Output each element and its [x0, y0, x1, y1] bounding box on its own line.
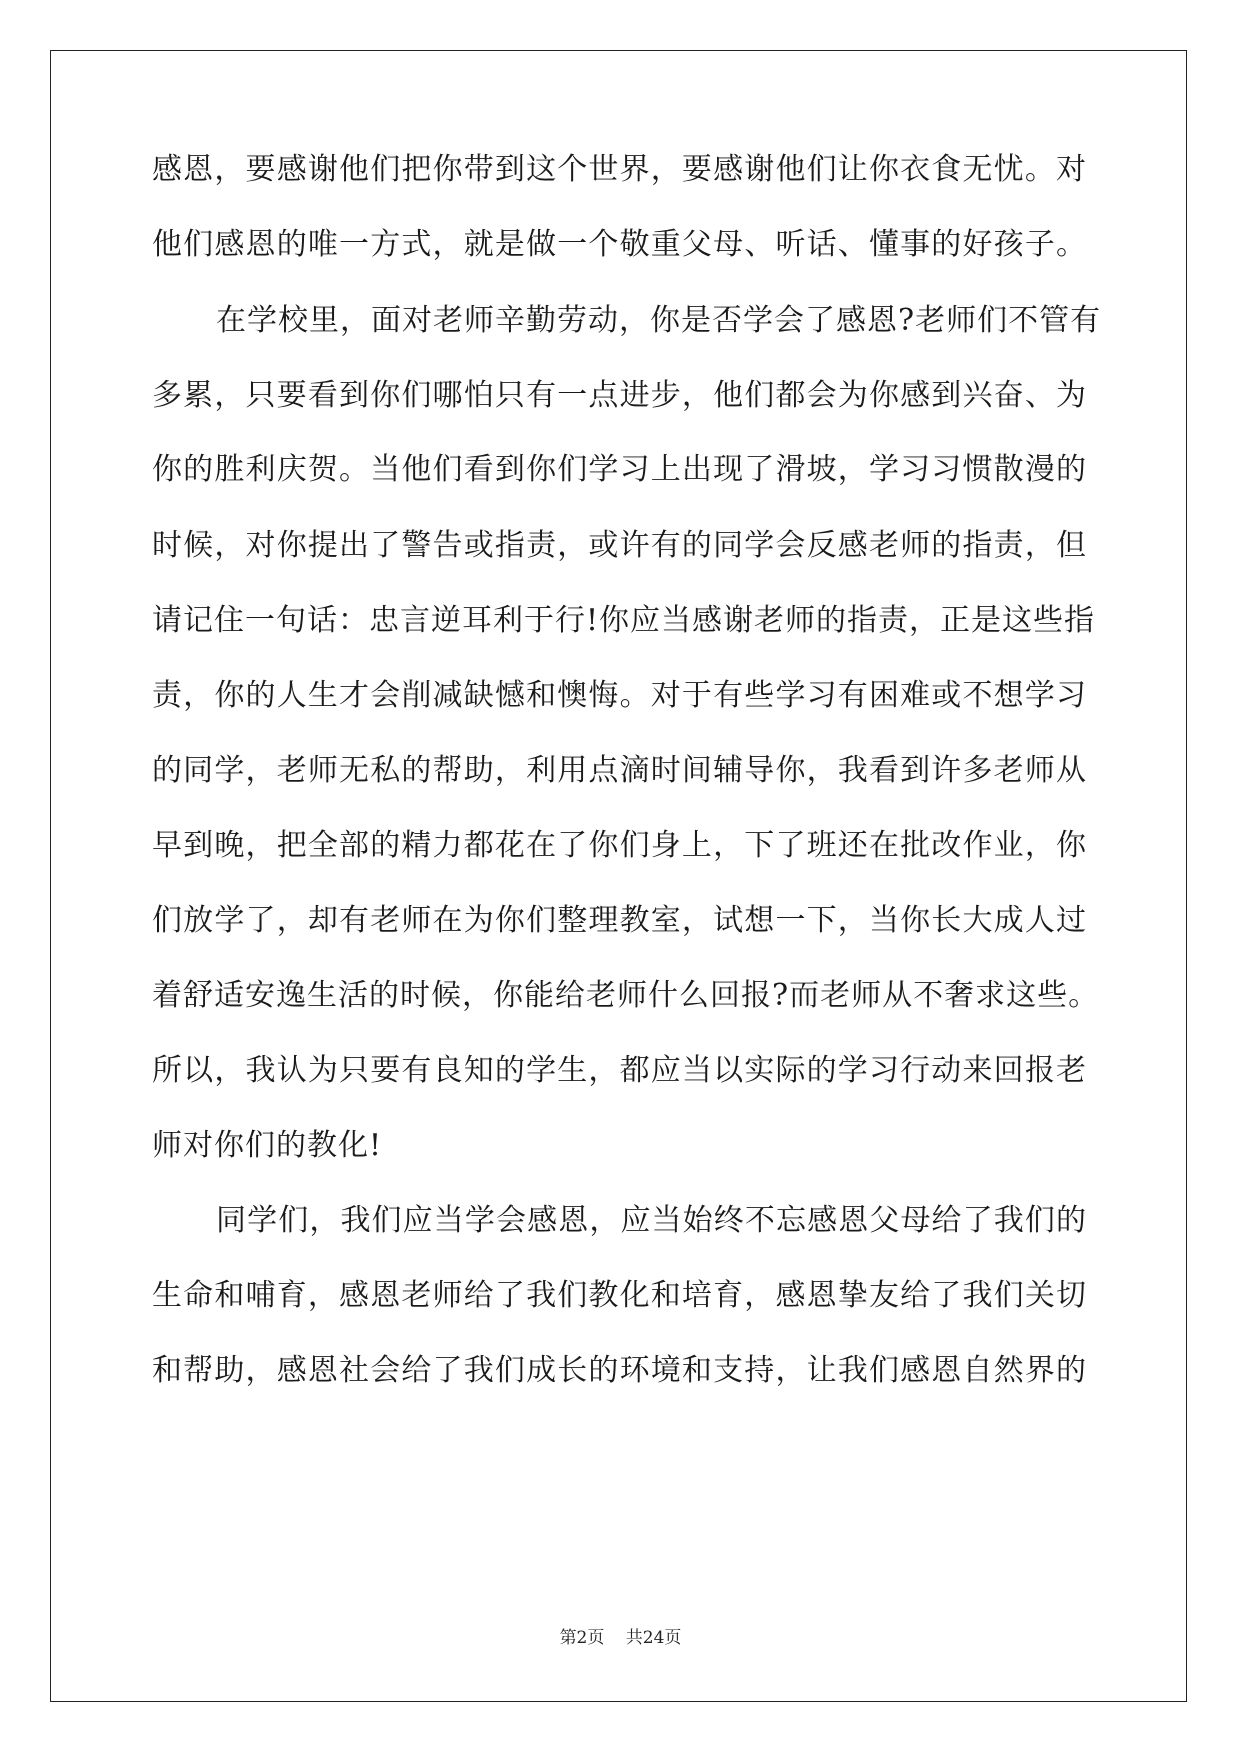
paragraph-line: 着舒适安逸生活的时候，你能给老师什么回报?而老师从不奢求这些。 — [152, 978, 1100, 1013]
page-footer — [0, 1623, 1241, 1648]
paragraph-line: 所以，我认为只要有良知的学生，都应当以实际的学习行动来回报老 — [152, 1053, 1087, 1088]
paragraph-last-line: 师对你们的教化! — [152, 1128, 383, 1163]
paragraph-first-line: 在学校里，面对老师辛勤劳动，你是否学会了感恩?老师们不管有 — [216, 303, 1102, 338]
paragraph-line: 和帮助，感恩社会给了我们成长的环境和支持，让我们感恩自然界的 — [152, 1353, 1087, 1388]
paragraph-line: 时候，对你提出了警告或指责，或许有的同学会反感老师的指责，但 — [152, 528, 1087, 563]
paragraph-line: 们放学了，却有老师在为你们整理教室，试想一下，当你长大成人过 — [152, 903, 1087, 938]
paragraph-line: 的同学，老师无私的帮助，利用点滴时间辅导你，我看到许多老师从 — [152, 753, 1087, 788]
page-number: 第2页 — [559, 1628, 605, 1648]
paragraph-line: 你的胜利庆贺。当他们看到你们学习上出现了滑坡，学习习惯散漫的 — [152, 452, 1087, 487]
paragraph-line: 多累，只要看到你们哪怕只有一点进步，他们都会为你感到兴奋、为 — [152, 378, 1087, 413]
paragraph-line: 请记住一句话：忠言逆耳利于行!你应当感谢老师的指责，正是这些指 — [152, 603, 1096, 638]
paragraph-line: 早到晚，把全部的精力都花在了你们身上，下了班还在批改作业，你 — [152, 828, 1087, 863]
paragraph-line: 生命和哺育，感恩老师给了我们教化和培育，感恩挚友给了我们关切 — [152, 1278, 1087, 1313]
paragraph-first-line: 同学们，我们应当学会感恩，应当始终不忘感恩父母给了我们的 — [216, 1203, 1087, 1238]
document-body — [152, 0, 1102, 1754]
paragraph-line: 他们感恩的唯一方式，就是做一个敬重父母、听话、懂事的好孩子。 — [152, 227, 1087, 262]
page-total: 共24页 — [625, 1628, 682, 1648]
paragraph-line: 责，你的人生才会削减缺憾和懊悔。对于有些学习有困难或不想学习 — [152, 678, 1087, 713]
paragraph-line: 感恩，要感谢他们把你带到这个世界，要感谢他们让你衣食无忧。对 — [152, 152, 1087, 187]
